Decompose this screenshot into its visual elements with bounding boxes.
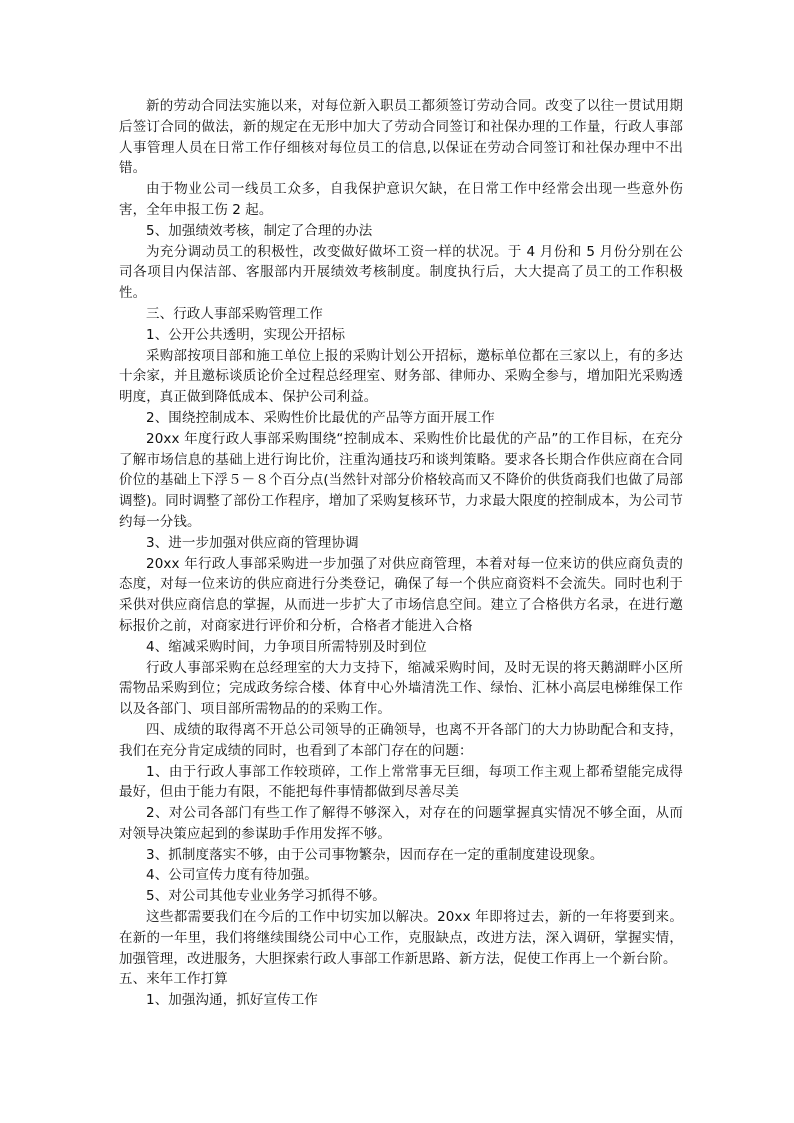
- paragraph-cost-control: 20xx 年度行政人事部采购围绕“控制成本、采购性价比最优的产品”的工作目标，在充分了解市场信息的基础上进行询比价，注重沟通技巧和谈判策略。要求各长期合作供应商在合同价位的基础上下浮５－８个百分点(当然针对部分价格较高而又不降价的供货商我们也做了局部调整)。同时调整了部份工作程序，增加了采购复核环节，力求最大限度的控制成本，为公司节约每一分钱。: [119, 430, 683, 530]
- paragraph-issue-2: 2、对公司各部门有些工作了解得不够深入，对存在的问题掌握真实情况不够全面，从而对领导决策应起到的参谋助手作用发挥不够。: [119, 805, 683, 842]
- section-heading-achievements: 四、成绩的取得离不开总公司领导的正确领导，也离不开各部门的大力协助配合和支持，我们在充分肯定成绩的同时，也看到了本部门存在的问题：: [119, 721, 683, 759]
- paragraph-work-injury: 由于物业公司一线员工众多，自我保护意识欠缺，在日常工作中经常会出现一些意外伤害，全年申报工伤 2 起。: [119, 181, 683, 218]
- paragraph-labor-contract: 新的劳动合同法实施以来，对每位新入职员工都须签订劳动合同。改变了以往一贯试用期后签订合同的做法，新的规定在无形中加大了劳动合同签订和社保办理的工作量，行政人事部人事管理人员在日常工作仔细核对每位员工的信息,以保证在劳动合同签订和社保办理中不出错。: [119, 98, 683, 177]
- section-heading-procurement: 三、行政人事部采购管理工作: [146, 305, 323, 322]
- paragraph-supplier: 20xx 年行政人事部采购进一步加强了对供应商管理，本着对每一位来访的供应商负责的态度，对每一位来访的供应商进行分类登记，确保了每一个供应商资料不会流失。同时也利于采供对供应商信息的掌握，从而进一步扩大了市场信息空间。建立了合格供方名录，在进行邀标报价之前，对商家进行评价和分析，合格者才能进入合格: [119, 555, 683, 634]
- paragraph-performance: 为充分调动员工的积极性，改变做好做坏工资一样的状况。于 4 月份和 5 月份分别在公司各项目内保洁部、客服部内开展绩效考核制度。制度执行后，大大提高了员工的工作积极性。: [119, 243, 683, 302]
- paragraph-purchase-time: 行政人事部采购在总经理室的大力支持下，缩减采购时间，及时无误的将天鹅湖畔小区所需物品采购到位；完成政务综合楼、体育中心外墙清洗工作、绿怡、汇林小高层电梯维保工作以及各部门、项目部所需物品的的采购工作。: [119, 659, 683, 718]
- paragraph-open-tender: 采购部按项目部和施工单位上报的采购计划公开招标，邀标单位都在三家以上，有的多达十余家，并且邀标谈质论价全过程总经理室、财务部、律师办、采购全参与，增加阳光采购透明度，真正做到降低成本、保护公司利益。: [119, 347, 683, 406]
- paragraph-heading-performance: 5、加强绩效考核，制定了合理的办法: [146, 222, 373, 239]
- paragraph-issue-1: 1、由于行政人事部工作较琐碎，工作上常常事无巨细，每项工作主观上都希望能完成得最好，但由于能力有限，不能把每件事情都做到尽善尽美: [119, 763, 683, 801]
- paragraph-issue-3: 3、抓制度落实不够，由于公司事物繁杂，因而存在一定的重制度建设现象。: [146, 846, 604, 863]
- paragraph-issue-5: 5、对公司其他专业业务学习抓得不够。: [146, 888, 386, 905]
- paragraph-heading-cost-control: 2、围绕控制成本、采购性价比最优的产品等方面开展工作: [146, 409, 495, 426]
- document-body: [119, 96, 683, 1011]
- paragraph-issue-4: 4、公司宣传力度有待加强。: [146, 867, 318, 884]
- paragraph-heading-open-tender: 1、公开公共透明，实现公开招标: [146, 326, 346, 343]
- paragraph-conclusion: 这些都需要我们在今后的工作中切实加以解决。20xx 年即将过去，新的一年将要到来。在新的一年里，我们将继续围绕公司中心工作，克服缺点，改进方法，深入调研，掌握实情，加强管理，改进服务，大胆探索行政人事部工作新思路、新方法，促使工作再上一个新台阶。: [119, 909, 683, 967]
- paragraph-heading-purchase-time: 4、缩减采购时间，力争项目所需特别及时到位: [146, 638, 427, 655]
- section-heading-next-year: 五、来年工作打算: [119, 971, 228, 988]
- paragraph-heading-communication: 1、加强沟通，抓好宣传工作: [146, 992, 318, 1009]
- paragraph-heading-supplier: 3、进一步加强对供应商的管理协调: [146, 534, 359, 551]
